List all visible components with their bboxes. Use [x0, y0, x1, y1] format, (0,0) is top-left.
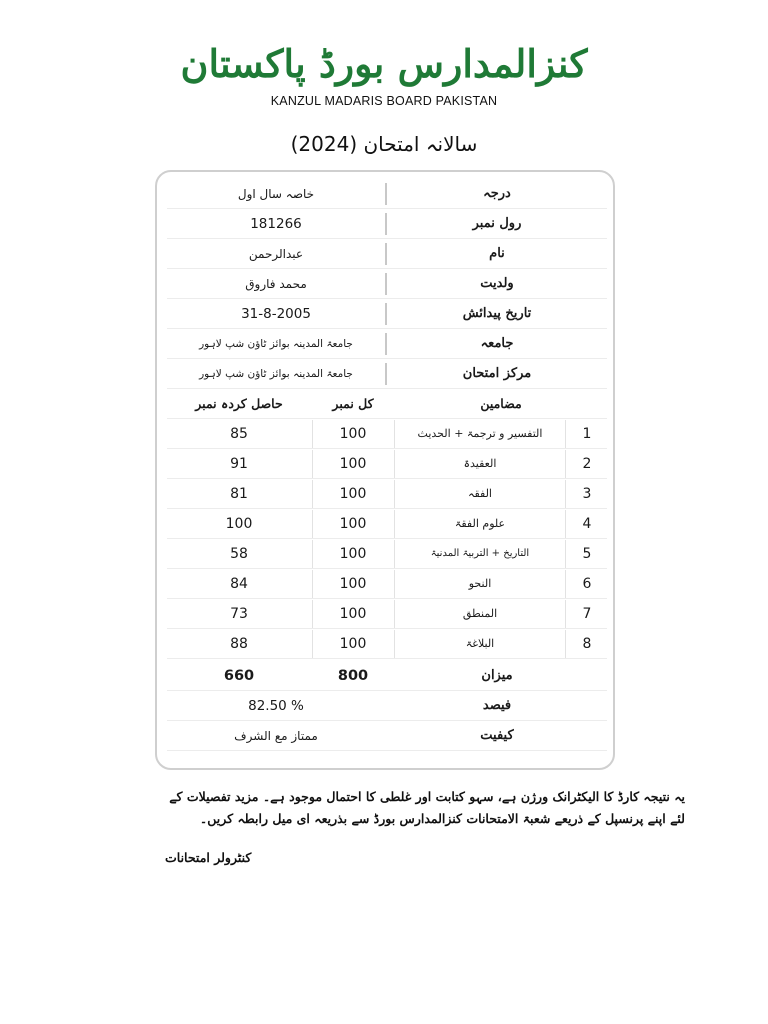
subject-obtained: 85: [230, 426, 248, 442]
divider: [385, 363, 387, 385]
subject-row: [167, 540, 607, 569]
divider: [312, 480, 313, 508]
subject-row: [167, 510, 607, 539]
divider: [385, 333, 387, 355]
subjects-header: مضامین: [480, 396, 522, 411]
board-logo: [0, 40, 768, 108]
divider: [394, 630, 395, 658]
divider: [565, 450, 566, 478]
subject-row: [167, 450, 607, 479]
subject-total: 100: [339, 636, 367, 652]
disclaimer-note: یہ نتیجہ کارڈ کا الیکٹرانک ورژن ہے، سہو کتابت اور غلطی کا احتمال موجود ہے۔ مزید تفصیلات کے لئے اپنے پرنسپل کے ذریعے شعبۃ الامتحانات کنزالمدارس بورڈ سے بذریعہ ای میل رابطہ کریں۔: [169, 789, 685, 826]
divider: [385, 243, 387, 265]
subject-obtained: 81: [230, 486, 248, 502]
field-value: جامعۃ المدینہ بوائز ٹاؤن شپ لاہور: [199, 338, 353, 350]
subject-obtained: 73: [230, 606, 248, 622]
sum-total: 800: [337, 668, 369, 684]
field-value: 181266: [250, 216, 302, 232]
subject-total: 100: [339, 546, 367, 562]
divider: [312, 570, 313, 598]
subject-row: [167, 480, 607, 509]
divider: [394, 570, 395, 598]
subject-total: 100: [339, 606, 367, 622]
divider: [565, 570, 566, 598]
divider: [394, 600, 395, 628]
subject-name: النحو: [468, 577, 492, 590]
divider: [394, 480, 395, 508]
exam-title: سالانہ امتحان (2024): [290, 132, 478, 156]
subject-total: 100: [339, 486, 367, 502]
subject-row: [167, 630, 607, 659]
subject-obtained: 100: [225, 516, 253, 532]
percentage-row: [167, 692, 607, 721]
total-marks-header: کل نمبر: [332, 396, 374, 411]
subject-number: 5: [582, 546, 592, 562]
subject-number: 7: [582, 606, 592, 622]
divider: [565, 510, 566, 538]
divider: [565, 600, 566, 628]
field-label: نام: [489, 246, 505, 261]
subject-total: 100: [339, 426, 367, 442]
field-label: درجہ: [483, 186, 511, 201]
subject-number: 2: [582, 456, 592, 472]
field-row-father-name: [167, 270, 607, 299]
divider: [312, 630, 313, 658]
subject-name: التاریخ + التربیۃ المدنیۃ: [430, 548, 530, 559]
subject-obtained: 84: [230, 576, 248, 592]
field-row-roll-number: [167, 210, 607, 239]
divider: [312, 420, 313, 448]
subject-name: المنطق: [462, 607, 498, 620]
subject-obtained: 58: [230, 546, 248, 562]
divider: [312, 510, 313, 538]
divider: [394, 540, 395, 568]
subject-number: 4: [582, 516, 592, 532]
grade-row: [167, 722, 607, 751]
sum-obtained: 660: [223, 668, 255, 684]
sum-row: [167, 662, 607, 691]
subject-number: 6: [582, 576, 592, 592]
field-label: مرکز امتحان: [462, 366, 532, 381]
subject-row: [167, 570, 607, 599]
marks-header-row: [167, 390, 607, 419]
divider: [565, 480, 566, 508]
divider: [565, 540, 566, 568]
subject-total: 100: [339, 576, 367, 592]
subject-obtained: 88: [230, 636, 248, 652]
board-logo-urdu: کنزالمدارس بورڈ پاکستان: [180, 41, 588, 86]
divider: [385, 303, 387, 325]
subject-obtained: 91: [230, 456, 248, 472]
percentage-label: فیصد: [482, 698, 512, 713]
subject-name: الفقہ: [468, 487, 492, 500]
divider: [385, 273, 387, 295]
field-row-name: [167, 240, 607, 269]
field-value: 31-8-2005: [241, 306, 311, 322]
subject-number: 1: [582, 426, 592, 442]
subject-name: علوم الفقۃ: [454, 517, 506, 530]
field-value: محمد فاروق: [245, 277, 307, 291]
subject-total: 100: [339, 516, 367, 532]
divider: [312, 540, 313, 568]
result-card: [155, 170, 615, 770]
divider: [394, 420, 395, 448]
field-value: خاصہ سال اول: [237, 187, 315, 201]
field-label: ولدیت: [480, 276, 514, 291]
board-name-english: KANZUL MADARIS BOARD PAKISTAN: [270, 94, 498, 108]
controller-signature: کنٹرولر امتحانات: [165, 850, 252, 865]
field-value: عبدالرحمن: [248, 247, 304, 261]
field-row-institution: [167, 330, 607, 359]
percentage-value: 82.50 %: [248, 698, 304, 714]
divider: [394, 450, 395, 478]
subject-number: 3: [582, 486, 592, 502]
divider: [385, 183, 387, 205]
field-value: جامعۃ المدینہ بوائز ٹاؤن شپ لاہور: [199, 368, 353, 380]
divider: [565, 420, 566, 448]
field-row-date-of-birth: [167, 300, 607, 329]
subject-name: البلاغۃ: [465, 637, 495, 650]
subject-total: 100: [339, 456, 367, 472]
field-row-exam-center: [167, 360, 607, 389]
field-row-grade: [167, 180, 607, 209]
subject-row: [167, 600, 607, 629]
divider: [385, 213, 387, 235]
divider: [565, 630, 566, 658]
divider: [312, 450, 313, 478]
field-label: تاریخ پیدائش: [462, 306, 532, 321]
grade-value: ممتاز مع الشرف: [234, 729, 318, 743]
subject-name: التفسیر و ترجمۃ + الحدیث: [417, 427, 543, 440]
field-label: جامعہ: [480, 336, 514, 351]
grade-label: کیفیت: [480, 728, 514, 743]
subject-row: [167, 420, 607, 449]
sum-label: میزان: [481, 668, 513, 683]
field-label: رول نمبر: [472, 216, 522, 231]
subject-number: 8: [582, 636, 592, 652]
divider: [394, 510, 395, 538]
subject-name: العقیدۃ: [463, 457, 497, 470]
divider: [312, 600, 313, 628]
obtained-marks-header: حاصل کردہ نمبر: [195, 396, 283, 411]
